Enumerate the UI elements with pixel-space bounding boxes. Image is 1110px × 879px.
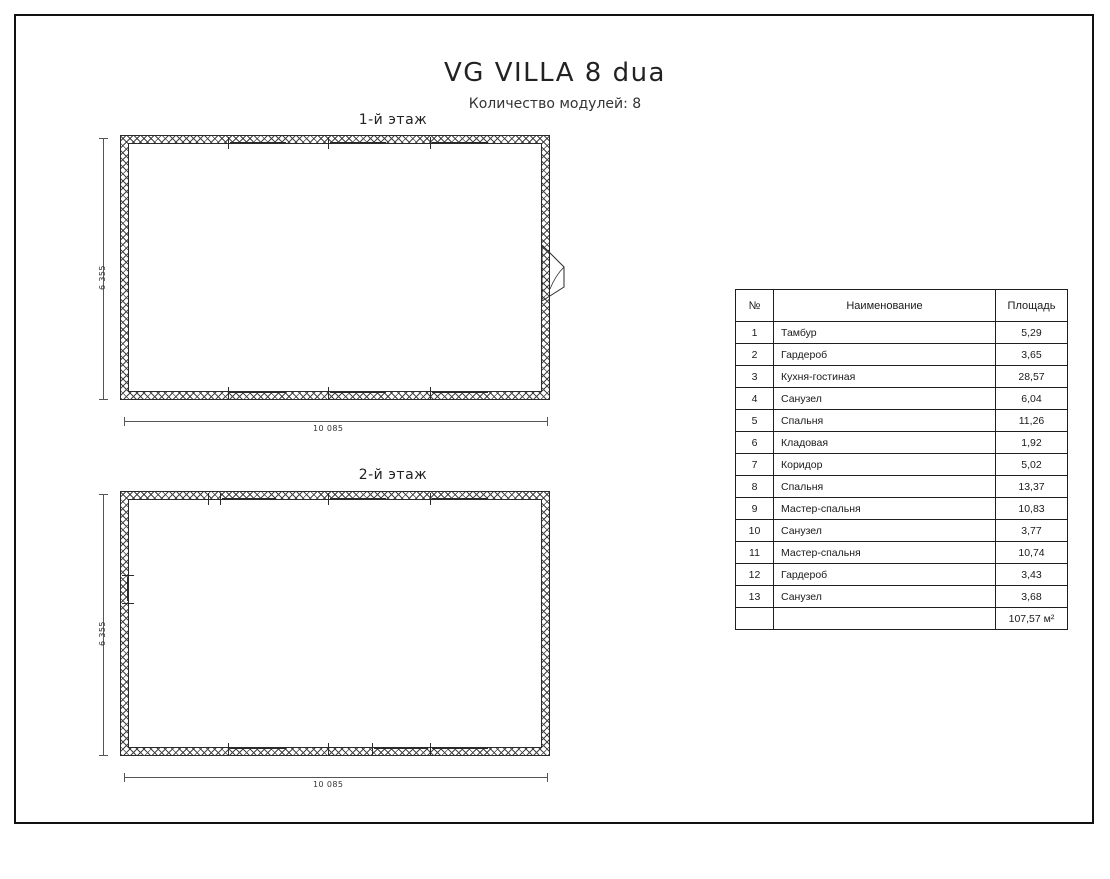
cell-name: Гардероб bbox=[774, 344, 996, 366]
wall-tick bbox=[432, 748, 488, 749]
table-row bbox=[736, 432, 1068, 454]
table-row bbox=[736, 542, 1068, 564]
cell-number: 7 bbox=[736, 454, 774, 476]
table-row bbox=[736, 388, 1068, 410]
page-title: VG VILLA 8 dua bbox=[444, 58, 666, 88]
cell-number: 1 bbox=[736, 322, 774, 344]
cell-name: Спальня bbox=[774, 410, 996, 432]
wall-tick bbox=[228, 387, 229, 399]
module-count-subtitle: Количество модулей: 8 bbox=[468, 96, 642, 112]
cell-area: 6,04 bbox=[996, 388, 1068, 410]
room-schedule-table bbox=[735, 289, 1068, 630]
wall-tick bbox=[432, 142, 488, 143]
floor-1-label: 1-й этаж bbox=[358, 112, 428, 128]
floor-1-dim-bottom-tick-left bbox=[124, 417, 125, 426]
wall-tick bbox=[432, 498, 488, 499]
floor-2-dim-left-tick-top bbox=[99, 494, 108, 495]
floor-1-interior bbox=[128, 143, 542, 392]
floor-2-interior bbox=[128, 499, 542, 748]
wall-tick bbox=[330, 498, 386, 499]
floor-2-width-dim: 10 085 bbox=[313, 780, 344, 789]
table-row bbox=[736, 498, 1068, 520]
cell-area: 5,02 bbox=[996, 454, 1068, 476]
cell-number: 13 bbox=[736, 586, 774, 608]
cell-area: 3,68 bbox=[996, 586, 1068, 608]
header-number: № bbox=[736, 290, 774, 322]
floor-2-height-dim: 6 355 bbox=[98, 621, 107, 646]
cell-area: 3,43 bbox=[996, 564, 1068, 586]
floor-2-dim-bottom-line bbox=[124, 777, 548, 778]
total-area: 107,57 м² bbox=[996, 608, 1068, 630]
table-row bbox=[736, 410, 1068, 432]
cell-name: Санузел bbox=[774, 388, 996, 410]
cell-number: 3 bbox=[736, 366, 774, 388]
wall-tick bbox=[328, 493, 329, 505]
cell-name: Гардероб bbox=[774, 564, 996, 586]
cell-number: 10 bbox=[736, 520, 774, 542]
floor-2-dim-bottom-tick-right bbox=[547, 773, 548, 782]
cell-area: 3,65 bbox=[996, 344, 1068, 366]
floor-2-dim-left-tick-bottom bbox=[99, 755, 108, 756]
cell-number: 6 bbox=[736, 432, 774, 454]
header-area: Площадь bbox=[996, 290, 1068, 322]
total-spacer-name bbox=[774, 608, 996, 630]
wall-tick bbox=[230, 142, 286, 143]
wall-tick bbox=[432, 392, 488, 393]
cell-name: Мастер-спальня bbox=[774, 542, 996, 564]
wall-tick bbox=[208, 493, 209, 505]
table-row bbox=[736, 564, 1068, 586]
cell-number: 11 bbox=[736, 542, 774, 564]
cell-area: 10,74 bbox=[996, 542, 1068, 564]
cell-number: 12 bbox=[736, 564, 774, 586]
floor-1-height-dim: 6 355 bbox=[98, 265, 107, 290]
wall-tick bbox=[230, 748, 286, 749]
table-total-row bbox=[736, 608, 1068, 630]
table-row bbox=[736, 476, 1068, 498]
wall-tick bbox=[122, 603, 134, 604]
floor-2-plan bbox=[120, 491, 550, 756]
table-row bbox=[736, 520, 1068, 542]
wall-tick bbox=[230, 392, 286, 393]
floor-1-plan bbox=[120, 135, 550, 400]
table-row bbox=[736, 322, 1068, 344]
wall-tick bbox=[430, 743, 431, 755]
floor-1-width-dim: 10 085 bbox=[313, 424, 344, 433]
cell-name: Санузел bbox=[774, 586, 996, 608]
wall-tick bbox=[127, 577, 128, 601]
wall-tick bbox=[430, 493, 431, 505]
wall-tick bbox=[372, 743, 373, 755]
cell-name: Кухня-гостиная bbox=[774, 366, 996, 388]
header-name: Наименование bbox=[774, 290, 996, 322]
wall-tick bbox=[328, 137, 329, 149]
wall-tick bbox=[328, 743, 329, 755]
wall-tick bbox=[228, 137, 229, 149]
wall-tick bbox=[228, 743, 229, 755]
floor-1-dim-left-tick-bottom bbox=[99, 399, 108, 400]
table-row bbox=[736, 454, 1068, 476]
wall-tick bbox=[328, 387, 329, 399]
cell-area: 10,83 bbox=[996, 498, 1068, 520]
floor-2-dim-bottom-tick-left bbox=[124, 773, 125, 782]
table-row bbox=[736, 344, 1068, 366]
floor-1-dim-bottom-line bbox=[124, 421, 548, 422]
cell-number: 9 bbox=[736, 498, 774, 520]
cell-name: Санузел bbox=[774, 520, 996, 542]
cell-area: 3,77 bbox=[996, 520, 1068, 542]
total-spacer-number bbox=[736, 608, 774, 630]
floor-1-dim-bottom-tick-right bbox=[547, 417, 548, 426]
wall-tick bbox=[330, 392, 386, 393]
cell-area: 5,29 bbox=[996, 322, 1068, 344]
cell-name: Кладовая bbox=[774, 432, 996, 454]
cell-number: 5 bbox=[736, 410, 774, 432]
wall-tick bbox=[430, 387, 431, 399]
wall-tick bbox=[222, 498, 276, 499]
wall-tick bbox=[330, 142, 386, 143]
table-row bbox=[736, 366, 1068, 388]
table-header-row bbox=[736, 290, 1068, 322]
wall-tick bbox=[430, 137, 431, 149]
floor-1-dim-left-tick-top bbox=[99, 138, 108, 139]
cell-number: 2 bbox=[736, 344, 774, 366]
cell-area: 28,57 bbox=[996, 366, 1068, 388]
cell-name: Коридор bbox=[774, 454, 996, 476]
table-row bbox=[736, 586, 1068, 608]
cell-name: Тамбур bbox=[774, 322, 996, 344]
floor-2-label: 2-й этаж bbox=[358, 467, 428, 483]
cell-area: 13,37 bbox=[996, 476, 1068, 498]
cell-number: 8 bbox=[736, 476, 774, 498]
cell-name: Спальня bbox=[774, 476, 996, 498]
cell-area: 1,92 bbox=[996, 432, 1068, 454]
cell-name: Мастер-спальня bbox=[774, 498, 996, 520]
cell-area: 11,26 bbox=[996, 410, 1068, 432]
wall-tick bbox=[220, 493, 221, 505]
entrance-door-icon bbox=[524, 243, 580, 305]
cell-number: 4 bbox=[736, 388, 774, 410]
wall-tick bbox=[374, 748, 428, 749]
wall-tick bbox=[122, 575, 134, 576]
